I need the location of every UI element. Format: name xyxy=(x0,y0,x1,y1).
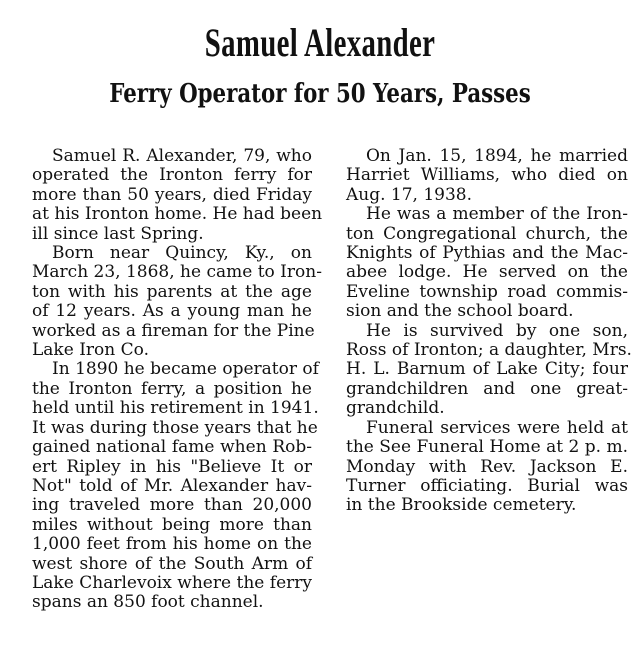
text-line: abee lodge. He served on the xyxy=(346,262,628,283)
text-line: held until his retirement in 1941. xyxy=(32,398,319,419)
text-line: He was a member of the Iron- xyxy=(366,204,628,225)
text-line: ill since last Spring. xyxy=(32,223,204,244)
text-line: ing traveled more than 20,000 xyxy=(32,495,312,516)
article-column-right xyxy=(326,146,632,516)
text-line: more than 50 years, died Friday xyxy=(32,184,312,205)
text-line: Lake Iron Co. xyxy=(32,340,149,361)
text-line: grandchild. xyxy=(346,398,445,419)
text-line: Not" told of Mr. Alexander hav- xyxy=(32,475,312,496)
text-line: He is survived by one son, xyxy=(366,320,628,341)
text-line: Turner officiating. Burial was xyxy=(346,475,628,496)
text-line: Harriet Williams, who died on xyxy=(346,165,628,186)
paragraph xyxy=(326,419,628,516)
text-line: of 12 years. As a young man he xyxy=(32,301,312,322)
paragraph xyxy=(12,146,323,244)
text-line: Aug. 17, 1938. xyxy=(346,184,473,205)
paragraph xyxy=(12,359,319,613)
text-line: On Jan. 15, 1894, he married xyxy=(366,146,628,166)
text-line: Lake Charlevoix where the ferry xyxy=(32,572,312,593)
paragraph xyxy=(12,243,322,361)
text-line: Born near Quincy, Ky., on xyxy=(52,243,312,264)
text-line: the See Funeral Home at 2 p. m. xyxy=(346,437,628,458)
text-line: ton with his parents at the age xyxy=(32,281,312,302)
text-line: at his Ironton home. He had been xyxy=(32,204,323,225)
paragraph xyxy=(326,320,632,419)
text-line: operated the Ironton ferry for xyxy=(32,165,312,186)
text-line: gained national fame when Rob- xyxy=(32,437,312,458)
text-line: in the Brookside cemetery. xyxy=(346,495,577,516)
text-line: Funeral services were held at xyxy=(366,417,628,438)
text-line: west shore of the South Arm of xyxy=(32,553,312,574)
text-line: sion and the school board. xyxy=(346,301,574,322)
text-line: worked as a fireman for the Pine xyxy=(32,320,315,341)
article-column-left xyxy=(12,146,323,613)
subheadline: Ferry Operator for 50 Years, Passes xyxy=(109,79,531,109)
text-line: ert Ripley in his "Believe It or xyxy=(32,456,312,477)
text-line: Samuel R. Alexander, 79, who xyxy=(52,146,312,166)
text-line: miles without being more than xyxy=(32,514,312,535)
paragraph xyxy=(326,205,628,321)
paragraph xyxy=(326,147,628,205)
text-line: ton Congregational church, the xyxy=(346,223,628,244)
text-line: 1,000 feet from his home on the xyxy=(32,534,312,555)
text-line: It was during those years that he xyxy=(32,417,318,438)
text-line: Knights of Pythias and the Mac- xyxy=(346,243,628,264)
text-line: Monday with Rev. Jackson E. xyxy=(346,456,628,477)
text-line: March 23, 1868, he came to Iron- xyxy=(32,262,322,283)
text-line: spans an 850 foot channel. xyxy=(32,592,264,613)
text-line: Ross of Ironton; a daughter, Mrs. xyxy=(346,340,632,361)
text-line: Eveline township road commis- xyxy=(346,281,628,302)
text-line: grandchildren and one great- xyxy=(346,378,628,399)
text-line: H. L. Barnum of Lake City; four xyxy=(346,359,628,380)
headline: Samuel Alexander xyxy=(204,20,436,65)
text-line: the Ironton ferry, a position he xyxy=(32,378,312,399)
text-line: In 1890 he became operator of xyxy=(52,359,319,380)
